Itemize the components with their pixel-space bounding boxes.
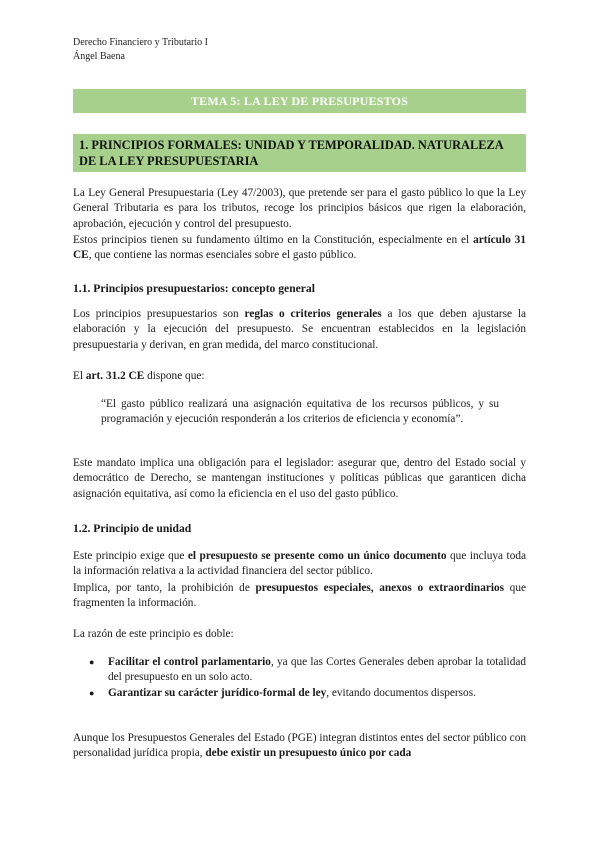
bullet-icon: ● [89, 657, 95, 667]
section-1-paragraph-1: La Ley General Presupuestaria (Ley 47/2003), que pretende ser para el gasto público lo que la Ley General Tributaria es para los tributos, recoge los principios básicos que rigen la elaboración, aprobación, ejecución y control del presupuesto. [73, 187, 526, 230]
subsection-1-1-paragraph-1: Los principios presupuestarios son reglas o criterios generales a los que deben ajustarse la elaboración y la ejecución del presupuesto. Se encuentran establecidos en la legislación presupuestaria y derivan, en gran medida, del marco constitucional. [73, 308, 526, 351]
subsection-1-1-paragraph-2: El art. 31.2 CE dispone que: [73, 370, 205, 382]
page-header [73, 36, 208, 64]
document-title: TEMA 5: LA LEY DE PRESUPUESTOS [73, 89, 526, 113]
section-1-paragraph-2: Estos principios tienen su fundamento último en la Constitución, especialmente en el artículo 31 CE, que contiene las normas esenciales sobre el gasto público. [73, 234, 526, 262]
header-course: Derecho Financiero y Tributario I [73, 37, 208, 48]
bold-reglas: reglas o criterios generales [244, 308, 382, 320]
subsection-1-2-paragraph-4: Aunque los Presupuestos Generales del Estado (PGE) integran distintos entes del sector público con personalidad jurídica propia, debe existir un presupuesto único por cada [73, 732, 526, 760]
list-item: ● Facilitar el control parlamentario, ya que las Cortes Generales deben aprobar la totalidad del presupuesto en un solo acto. [89, 656, 527, 684]
section-1-heading: 1. PRINCIPIOS FORMALES: UNIDAD Y TEMPORALIDAD. NATURALEZA DE LA LEY PRESUPUESTARIA [73, 134, 526, 172]
bold-presupuestos-especiales: presupuestos especiales, anexos o extraordinarios [255, 582, 505, 594]
subsection-1-2-paragraph-3: La razón de este principio es doble: [73, 628, 234, 640]
subsection-1-2-paragraph-1: Este principio exige que el presupuesto se presente como un único documento que incluya toda la información relativa a la actividad financiera del sector público. [73, 550, 526, 578]
subsection-1-2-heading: 1.2. Principio de unidad [73, 522, 192, 535]
subsection-1-2-paragraph-2: Implica, por tanto, la prohibición de presupuestos especiales, anexos o extraordinarios que fragmenten la información. [73, 582, 526, 610]
block-quote: “El gasto público realizará una asignación equitativa de los recursos públicos, y su programación y ejecución responderán a los criterios de eficiencia y economía”. [101, 398, 499, 426]
subsection-1-1-heading: 1.1. Principios presupuestarios: concepto general [73, 282, 315, 295]
list-item: ● Garantizar su carácter jurídico-formal de ley, evitando documentos dispersos. [89, 686, 526, 701]
bold-presupuesto-unico: debe existir un presupuesto único por cada [205, 747, 412, 760]
bold-ref-art312: art. 31.2 CE [85, 370, 145, 382]
header-author: Ángel Baena [73, 51, 125, 62]
subsection-1-1-paragraph-3: Este mandato implica una obligación para el legislador: asegurar que, dentro del Estado social y democrático de Derecho, se mantengan instituciones y políticas públicas que garanticen dicha asignación equitativa, así como la eficiencia en el uso del gasto público. [73, 457, 526, 500]
bold-unico-documento: el presupuesto se presente como un único documento [187, 550, 447, 562]
bullet-icon: ● [89, 688, 95, 698]
bold-ref-art31: artículo 31 CE [73, 234, 526, 262]
